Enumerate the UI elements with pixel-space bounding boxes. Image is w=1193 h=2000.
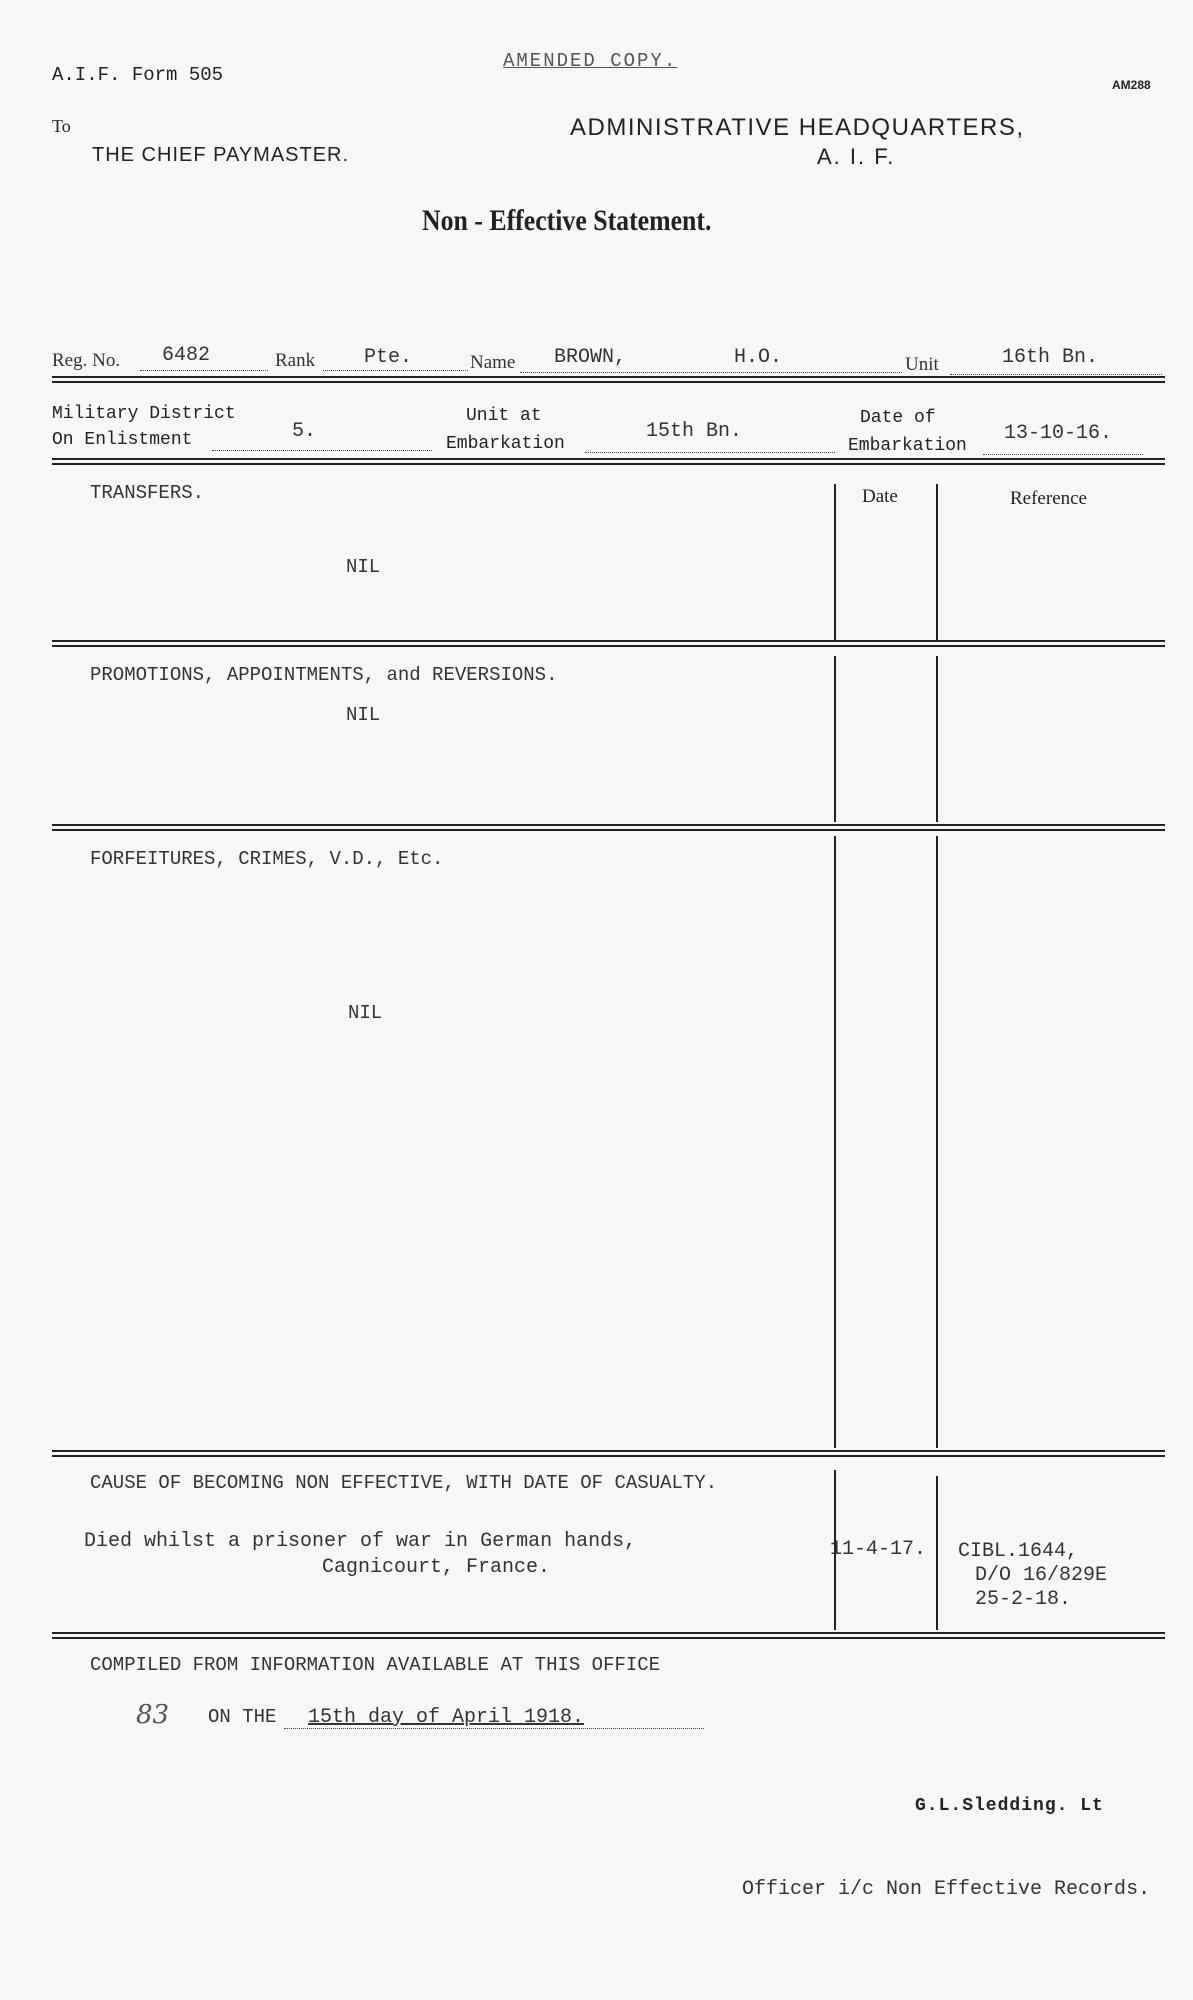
clerk-initials: 83 xyxy=(136,1700,170,1730)
rank-value: Pte. xyxy=(364,346,413,369)
rank-dots xyxy=(323,370,468,371)
org-subname: A. I. F. xyxy=(817,144,896,169)
rule-transfers xyxy=(52,640,1165,647)
name-label: Name xyxy=(470,352,516,373)
reference-column-header: Reference xyxy=(1010,488,1087,509)
officer-title: Officer i/c Non Effective Records. xyxy=(742,1878,1151,1901)
embark-unit-value: 15th Bn. xyxy=(646,420,743,443)
cause-reference-3: 25-2-18. xyxy=(975,1588,1072,1611)
cause-line-2: Cagnicourt, France. xyxy=(322,1556,551,1579)
name-dots xyxy=(520,372,902,373)
on-the-label: ON THE xyxy=(208,1706,277,1728)
cause-heading: CAUSE OF BECOMING NON EFFECTIVE, WITH DATE OF CASUALTY. xyxy=(90,1472,718,1494)
date-col-rule-2 xyxy=(834,656,836,822)
forfeitures-value: NIL xyxy=(348,1002,383,1024)
to-label: To xyxy=(52,116,71,136)
org-name: ADMINISTRATIVE HEADQUARTERS, xyxy=(570,114,1025,141)
initials-value: H.O. xyxy=(734,346,783,369)
form-number: A.I.F. Form 505 xyxy=(52,64,224,86)
unit-value: 16th Bn. xyxy=(1002,346,1099,369)
embark-date-dots xyxy=(983,454,1143,455)
ref-col-rule-2 xyxy=(936,656,938,822)
addressee: THE CHIEF PAYMASTER. xyxy=(92,144,350,166)
name-value: BROWN, xyxy=(554,346,627,369)
rule-cause xyxy=(52,1632,1165,1639)
district-dots xyxy=(212,450,432,451)
promotions-heading: PROMOTIONS, APPOINTMENTS, and REVERSIONS. xyxy=(90,664,558,686)
cause-reference-1: CIBL.1644, xyxy=(958,1540,1079,1563)
officer-signature: G.L.Sledding. Lt xyxy=(915,1796,1104,1816)
rule-forfeitures xyxy=(52,1450,1165,1457)
cause-date: 11-4-17. xyxy=(830,1538,927,1561)
transfers-heading: TRANSFERS. xyxy=(90,482,205,504)
embark-date-label-2: Embarkation xyxy=(848,436,967,456)
embark-unit-label: Unit at xyxy=(466,406,542,426)
district-label: Military District xyxy=(52,404,236,424)
document-code: AM288 xyxy=(1112,78,1151,92)
rule-record-1 xyxy=(52,376,1165,383)
cause-line-1: Died whilst a prisoner of war in German hands, xyxy=(84,1530,637,1553)
date-column-header: Date xyxy=(862,486,898,507)
date-col-rule-3 xyxy=(834,836,836,1448)
reg-no-dots xyxy=(140,370,268,371)
page-title: Non - Effective Statement. xyxy=(422,204,712,237)
unit-label: Unit xyxy=(905,354,939,375)
reg-no-label: Reg. No. xyxy=(52,350,121,371)
ref-col-rule-1 xyxy=(936,484,938,640)
reg-no-value: 6482 xyxy=(162,344,211,367)
forfeitures-heading: FORFEITURES, CRIMES, V.D., Etc. xyxy=(90,848,444,870)
embark-unit-label-2: Embarkation xyxy=(446,434,565,454)
compiled-statement: COMPILED FROM INFORMATION AVAILABLE AT THIS OFFICE xyxy=(90,1654,661,1676)
amended-copy-stamp: AMENDED COPY. xyxy=(503,50,678,72)
embark-unit-dots xyxy=(585,452,835,453)
promotions-value: NIL xyxy=(346,704,381,726)
unit-dots xyxy=(950,374,1162,375)
rule-promotions xyxy=(52,824,1165,831)
ref-col-rule-3 xyxy=(936,836,938,1448)
date-col-rule-1 xyxy=(834,484,836,640)
cause-reference-2: D/O 16/829E xyxy=(975,1564,1108,1587)
embark-date-value: 13-10-16. xyxy=(1004,422,1113,445)
rank-label: Rank xyxy=(275,350,316,371)
embark-date-label: Date of xyxy=(860,408,936,428)
ref-col-rule-4 xyxy=(936,1476,938,1630)
transfers-value: NIL xyxy=(346,556,381,578)
compiled-date: 15th day of April 1918. xyxy=(308,1706,585,1729)
district-label-2: On Enlistment xyxy=(52,430,193,450)
district-value: 5. xyxy=(292,420,317,443)
rule-record-2 xyxy=(52,458,1165,465)
